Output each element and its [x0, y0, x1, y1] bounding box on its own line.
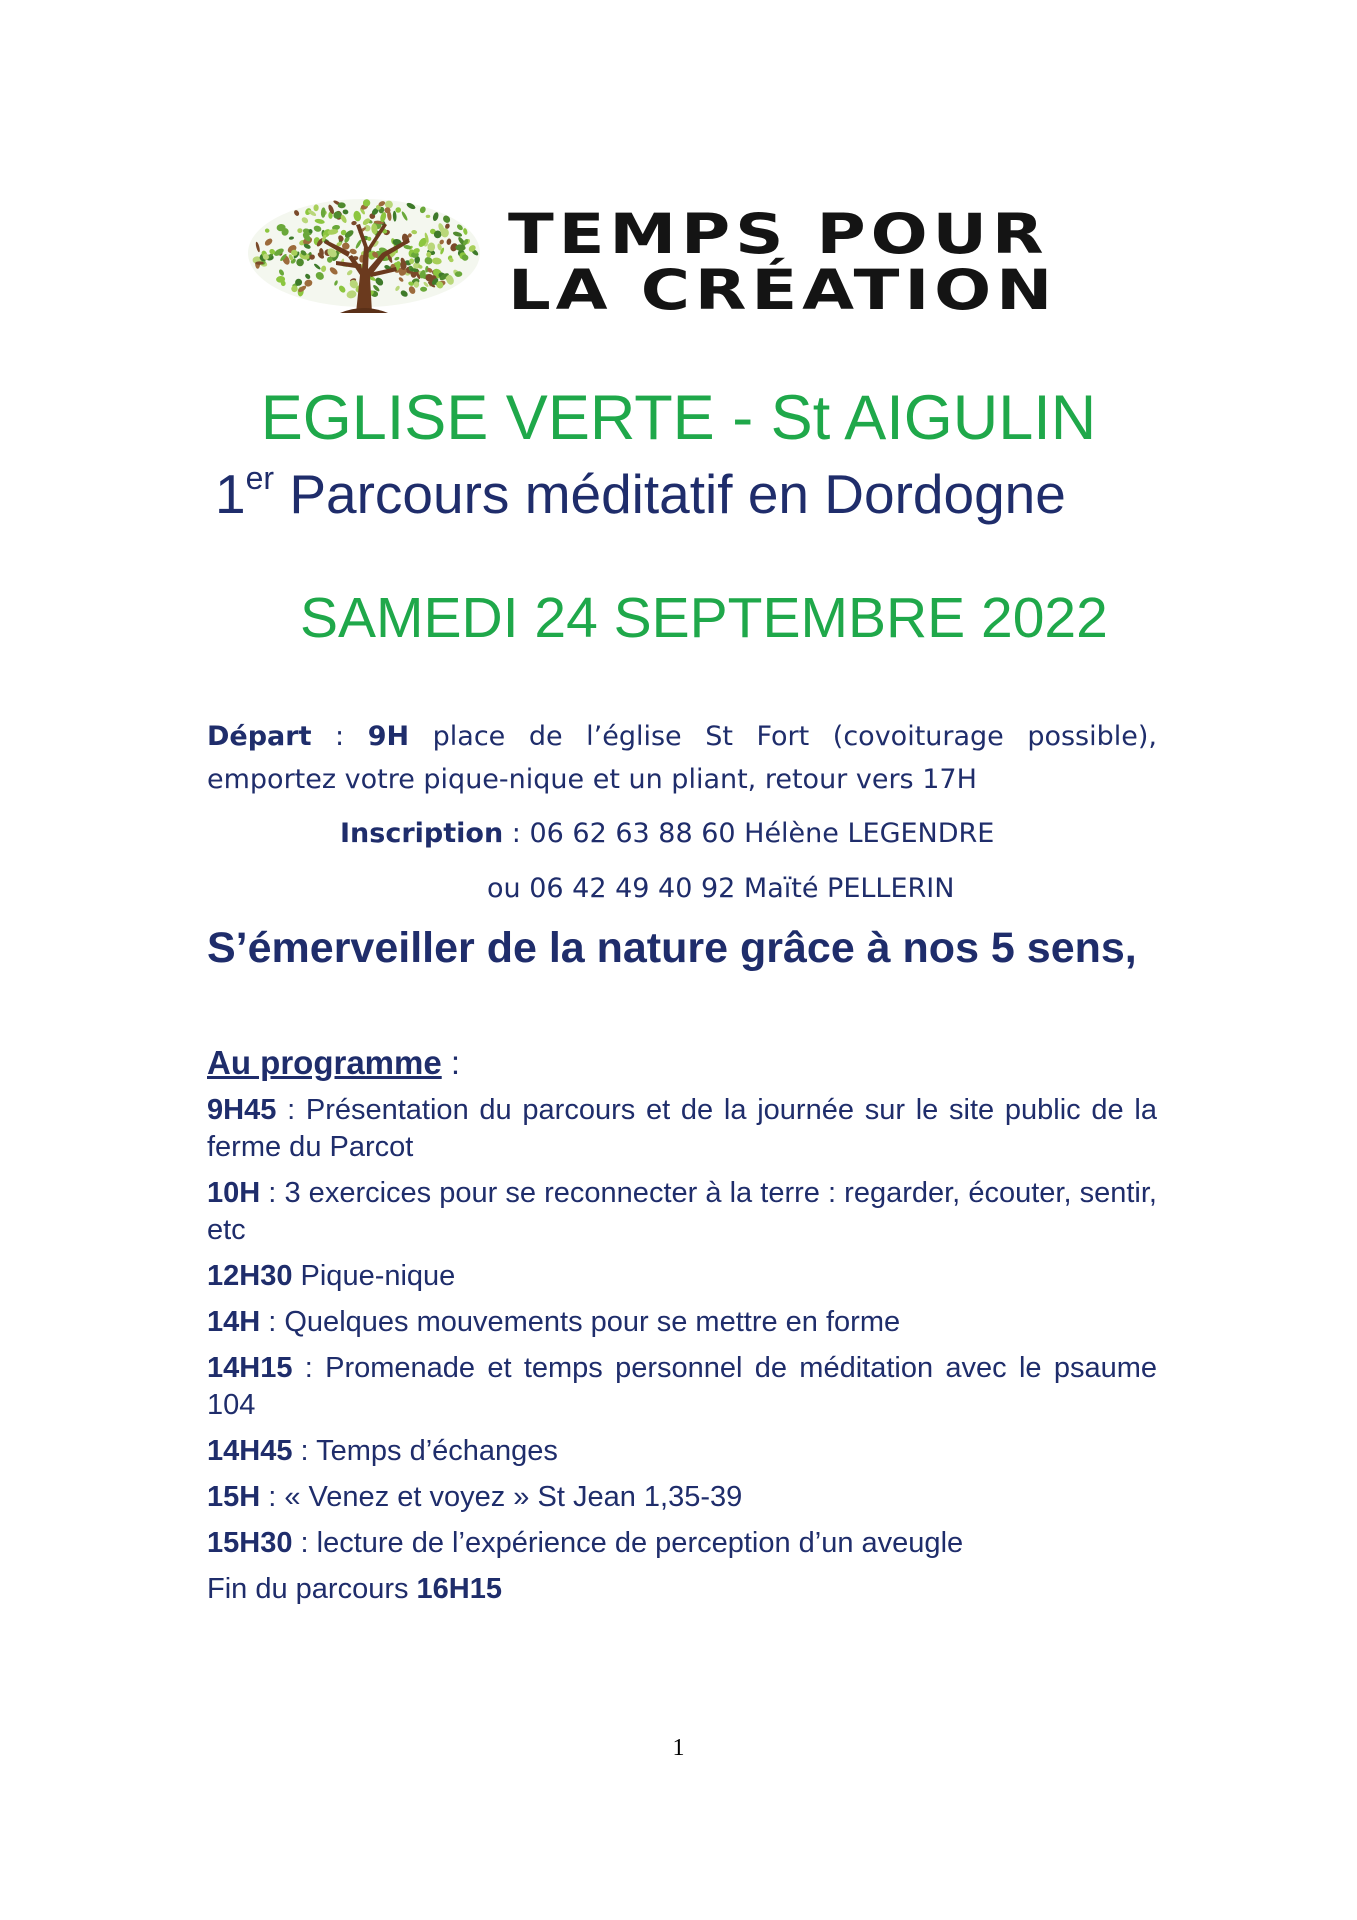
schedule-item — [207, 1479, 1157, 1516]
leaf-speckle — [255, 261, 264, 264]
inscription-label: Inscription — [340, 818, 504, 849]
schedule-text: Pique-nique — [292, 1260, 456, 1292]
page-title: EGLISE VERTE - St AIGULIN — [260, 383, 1097, 453]
schedule-time: 10H — [207, 1177, 261, 1209]
logo-line-1: TEMPS POUR — [508, 202, 1049, 266]
subtitle-ordinal: 1 — [215, 463, 246, 525]
schedule-text: : Quelques mouvements pour se mettre en forme — [260, 1306, 901, 1338]
schedule-item — [207, 1525, 1157, 1562]
schedule-list — [207, 1092, 1157, 1617]
depart-info — [207, 715, 1157, 801]
schedule-text: : lecture de l’expérience de perception d’un aveugle — [292, 1527, 964, 1559]
schedule-text: : Présentation du parcours et de la journée sur le site public de la ferme du Parcot — [207, 1094, 1157, 1163]
inscription-contact-2: ou 06 42 49 40 92 Maïté PELLERIN — [487, 873, 955, 904]
programme-label — [207, 1042, 460, 1084]
schedule-item — [207, 1304, 1157, 1341]
section-heading: S’émerveiller de la nature grâce à nos 5 sens, — [207, 924, 1137, 972]
schedule-text: : 3 exercices pour se reconnecter à la terre : regarder, écouter, sentir, etc — [207, 1177, 1157, 1246]
logo-line-2: LA CRÉATION — [508, 258, 1058, 322]
depart-label: Départ — [207, 721, 312, 752]
tree-logo-icon — [244, 195, 484, 315]
depart-time: 9H — [367, 721, 410, 752]
subtitle-text: Parcours méditatif en Dordogne — [274, 463, 1066, 525]
fin-text: Fin du parcours — [207, 1573, 417, 1605]
inscription-contact-1: : 06 62 63 88 60 Hélène LEGENDRE — [503, 818, 995, 849]
inscription-info — [340, 812, 1240, 855]
subtitle-ordinal-suffix: er — [245, 460, 275, 496]
schedule-time: 9H45 — [207, 1094, 277, 1126]
schedule-text: : « Venez et voyez » St Jean 1,35-39 — [260, 1481, 743, 1513]
schedule-time: 14H — [207, 1306, 261, 1338]
page-number: 1 — [672, 1735, 685, 1761]
fin-time: 16H15 — [416, 1573, 503, 1605]
schedule-text: : Temps d’échanges — [292, 1435, 558, 1467]
logo-wordmark — [508, 202, 1058, 322]
schedule-time: 14H15 — [207, 1352, 293, 1384]
schedule-time: 15H — [207, 1481, 261, 1513]
schedule-time: 14H45 — [207, 1435, 293, 1467]
schedule-item — [207, 1433, 1157, 1470]
event-date: SAMEDI 24 SEPTEMBRE 2022 — [300, 586, 1108, 650]
depart-sep: : — [311, 721, 368, 752]
schedule-time: 12H30 — [207, 1260, 293, 1292]
schedule-end — [207, 1571, 1157, 1608]
schedule-item — [207, 1350, 1157, 1424]
programme-label-suffix: : — [441, 1044, 461, 1081]
schedule-time: 15H30 — [207, 1527, 293, 1559]
schedule-text: : Promenade et temps personnel de méditation avec le psaume 104 — [207, 1352, 1157, 1421]
schedule-item — [207, 1175, 1157, 1249]
depart-text: place de l’église St Fort (covoiturage possible), emportez votre pique-nique et un pliant, retour vers 17H — [207, 721, 1157, 795]
subtitle — [215, 462, 1066, 526]
schedule-item — [207, 1092, 1157, 1166]
schedule-item — [207, 1258, 1157, 1295]
programme-label-text: Au programme — [207, 1044, 442, 1081]
